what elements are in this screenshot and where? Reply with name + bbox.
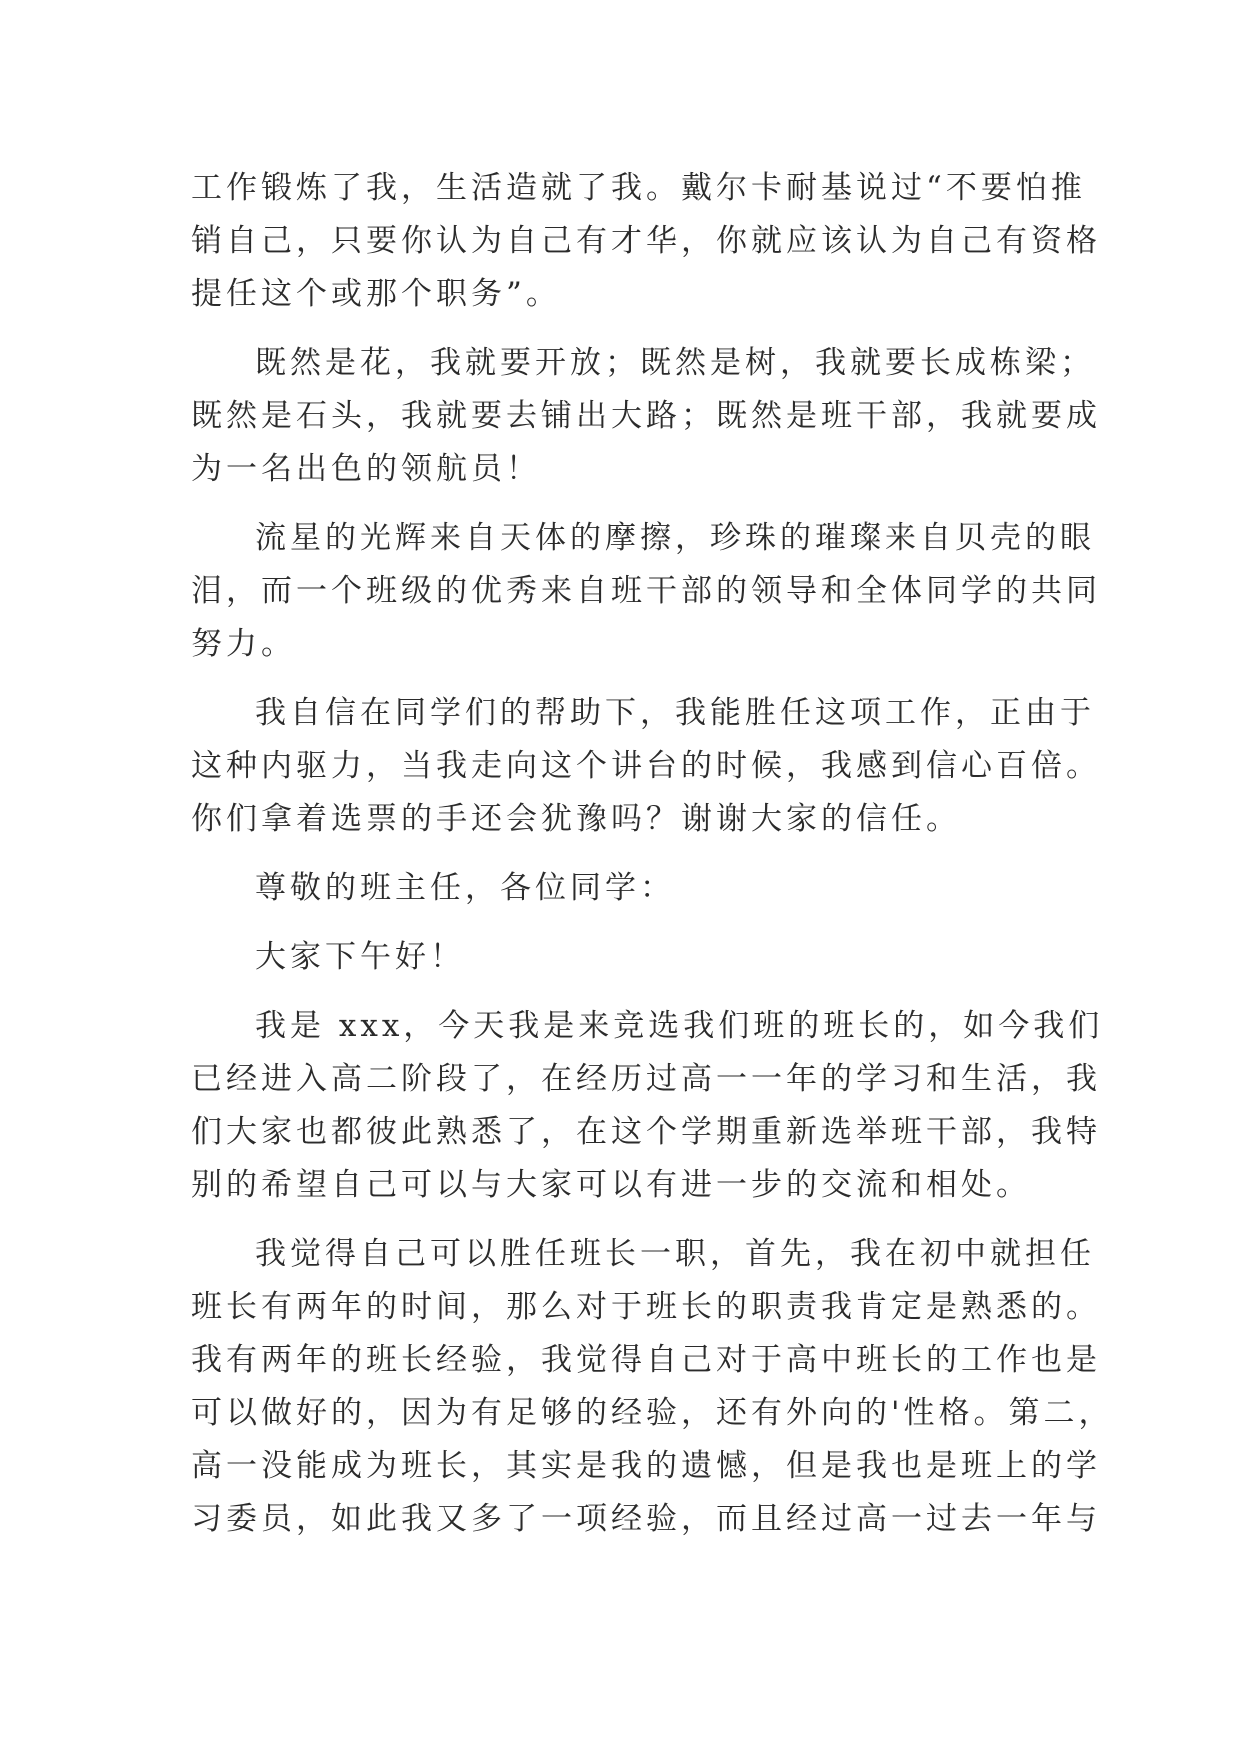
text-line: 们大家也都彼此熟悉了，在这个学期重新选举班干部，我特 bbox=[191, 1114, 1101, 1150]
text-line: 我有两年的班长经验，我觉得自己对于高中班长的工作也是 bbox=[191, 1342, 1101, 1378]
paragraph bbox=[191, 337, 1101, 496]
text-line: 你们拿着选票的手还会犹豫吗？谢谢大家的信任。 bbox=[191, 801, 961, 837]
text-line: 提任这个或那个职务”。 bbox=[191, 276, 561, 312]
paragraph-gap bbox=[191, 984, 1071, 1000]
document-body bbox=[191, 162, 1114, 1546]
paragraph-gap bbox=[191, 915, 1071, 931]
paragraph bbox=[191, 512, 1101, 671]
text-line: 既然是花，我就要开放；既然是树，我就要长成栋梁； bbox=[255, 345, 1095, 381]
text-line: 这种内驱力，当我走向这个讲台的时候，我感到信心百倍。 bbox=[191, 748, 1101, 784]
text-line: 泪，而一个班级的优秀来自班干部的领导和全体同学的共同 bbox=[191, 573, 1101, 609]
text-line: 我自信在同学们的帮助下，我能胜任这项工作，正由于 bbox=[255, 695, 1095, 731]
text-line: 别的希望自己可以与大家可以有进一步的交流和相处。 bbox=[191, 1167, 1031, 1203]
text-line: 努力。 bbox=[191, 626, 296, 662]
text-line: 既然是石头，我就要去铺出大路；既然是班干部，我就要成 bbox=[191, 398, 1101, 434]
paragraph-gap bbox=[191, 671, 1071, 687]
paragraph bbox=[191, 687, 1101, 846]
greeting-line: 大家下午好！ bbox=[255, 939, 465, 975]
paragraph bbox=[191, 931, 1071, 984]
text-line: 可以做好的，因为有足够的经验，还有外向的'性格。第二， bbox=[191, 1395, 1114, 1431]
text-line: 我觉得自己可以胜任班长一职，首先，我在初中就担任 bbox=[255, 1236, 1095, 1272]
text-line: 为一名出色的领航员！ bbox=[191, 451, 541, 487]
text-line: 我是 xxx，今天我是来竞选我们班的班长的，如今我们 bbox=[255, 1008, 1104, 1044]
text-line: 班长有两年的时间，那么对于班长的职责我肯定是熟悉的。 bbox=[191, 1289, 1101, 1325]
paragraph-gap bbox=[191, 1212, 1071, 1228]
paragraph-gap bbox=[191, 321, 1071, 337]
text-line: 已经进入高二阶段了，在经历过高一一年的学习和生活，我 bbox=[191, 1061, 1101, 1097]
paragraph bbox=[191, 862, 1071, 915]
text-line: 销自己，只要你认为自己有才华，你就应该认为自己有资格 bbox=[191, 223, 1101, 259]
paragraph-gap bbox=[191, 846, 1071, 862]
paragraph bbox=[191, 1228, 1114, 1546]
paragraph-gap bbox=[191, 496, 1071, 512]
text-line: 高一没能成为班长，其实是我的遗憾，但是我也是班上的学 bbox=[191, 1448, 1101, 1484]
text-line: 工作锻炼了我，生活造就了我。戴尔卡耐基说过“不要怕推 bbox=[191, 170, 1086, 206]
text-line: 习委员，如此我又多了一项经验，而且经过高一过去一年与 bbox=[191, 1501, 1101, 1537]
salutation-line: 尊敬的班主任，各位同学： bbox=[255, 870, 675, 906]
paragraph bbox=[191, 1000, 1104, 1212]
paragraph bbox=[191, 162, 1101, 321]
text-line: 流星的光辉来自天体的摩擦，珍珠的璀璨来自贝壳的眼 bbox=[255, 520, 1095, 556]
